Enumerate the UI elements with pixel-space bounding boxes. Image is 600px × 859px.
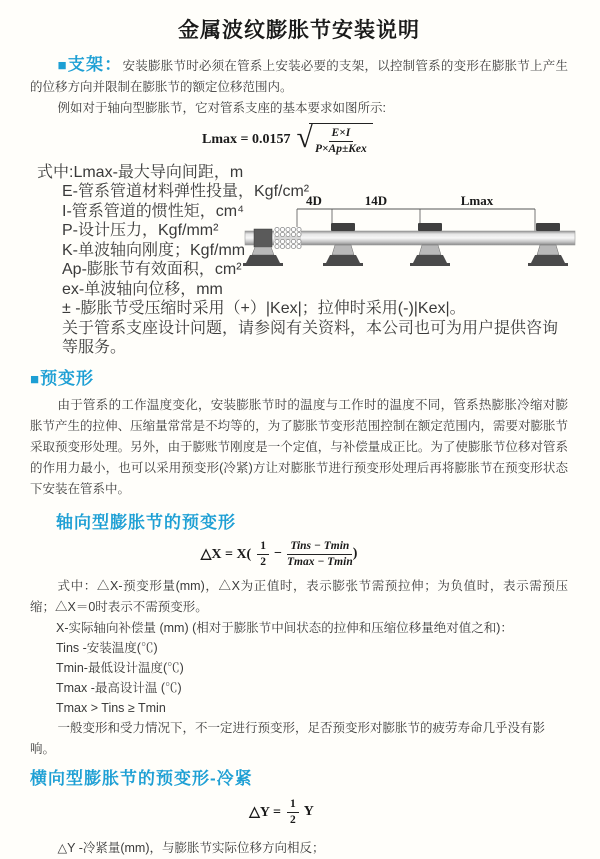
axial-def-line: Tins -安装温度(℃) — [56, 640, 158, 655]
axial-def-line: Tmax -最高设计温 (℃) — [56, 680, 182, 695]
formula-delta-y — [30, 797, 538, 828]
formula-lmax-denominator: P×Ap±Kex — [314, 142, 367, 155]
formula-delta-x — [30, 539, 528, 570]
diagram-label-lmax: Lmax — [460, 193, 494, 208]
lateral-note-text: △Y -冷紧量(mm)，与膨胀节实际位移方向相反； — [57, 840, 325, 855]
temp-denominator: Tmax − Tmin — [286, 555, 353, 568]
def-line: Ap-膨胀节有效面积，cm² — [62, 261, 242, 279]
axial-def-line: Tmin-最低设计温度(℃) — [56, 660, 184, 675]
def-line: I-管系管道的惯性矩，cm⁴ — [62, 202, 244, 220]
axial-def-line: X-实际轴向补偿量 (mm) (相对于膨胀节中间状态的拉伸和压缩位移量绝对值之和)： — [56, 620, 513, 635]
axial-def-line: Tmax > Tins ≥ Tmin — [56, 700, 166, 715]
sqrt-radical-icon: √ — [296, 121, 313, 154]
support-requirements-diagram — [243, 193, 597, 288]
section-bullet-icon: ■ — [57, 57, 67, 74]
section-bullet-icon: ■ — [30, 370, 40, 388]
def-line: E-管系管道材料弹性投量，Kgf/cm² — [62, 183, 310, 201]
half-denominator: 2 — [260, 555, 266, 568]
predeform-section-heading: 预变形 — [40, 368, 95, 388]
sqrt-expression — [296, 123, 372, 157]
formula-delta-y-lhs: △Y = — [249, 804, 281, 820]
fraction-temperature — [287, 539, 353, 570]
half-numerator: 1 — [287, 797, 299, 813]
page-title: 金属波纹膨胀节安装说明 — [178, 19, 420, 42]
formula-lmax-numerator: E×I — [329, 126, 354, 142]
fraction-one-half — [287, 797, 299, 828]
formula-delta-y-rhs: Y — [303, 804, 314, 820]
fraction-one-half — [257, 539, 269, 570]
formula-delta-x-lhs: △X = X( — [200, 546, 252, 562]
def-line: K-单波轴向刚度；Kgf/mm — [62, 241, 246, 259]
diagram-label-14d: 14D — [364, 193, 388, 208]
def-line: 式中:Lmax-最大导向间距，m — [37, 163, 244, 181]
plus-minus-note: ± -膨胀节受压缩时采用（+）|Kex|；拉伸时采用(-)|Kex|。 — [62, 300, 466, 318]
support-section-heading: 支架： — [67, 55, 123, 74]
predeform-body-text: 由于管系的工作温度变化，安装膨胀节时的温度与工作时的温度不同，管系热膨胀冷缩对膨胀节产生的拉伸、压缩量常常是不均等的，为了膨胀节变形范围控制在额定范围内，需要对膨胀节采取预变形处理。另外，由于膨账节刚度是一个定值，与补偿量成正比。为了使膨胀节位移对管系的作用力最小，也可以采用预变形(冷紧)方让对膨胀节进行预变形处理后再将膨胀节在预变形状态下安装在管系中。 — [30, 397, 568, 496]
predeform-heading-row — [30, 368, 568, 391]
close-paren: ) — [352, 546, 358, 562]
def-line: P-设计压力，Kgf/mm² — [62, 222, 219, 240]
half-denominator: 2 — [289, 813, 296, 826]
axial-where-text: 式中：△X-预变形量(mm)，△X为正值时，表示膨张节需预拉伸；为负值时，表示需预压缩；△X＝0时表示不需预变形。 — [30, 578, 568, 614]
support-example-text: 例如对于轴向型膨胀节，它对管系支座的基本要求如图所示: — [57, 101, 386, 115]
bellows-expansion-joint — [274, 227, 301, 249]
half-numerator: 1 — [257, 539, 269, 555]
minus-sign: − — [273, 546, 282, 562]
support-intro-text: 安装膨胀节时必须在管系上安装必要的支架，以控制管系的变形在膨胀节上产生的位移方向并限制在膨胀节的额定位移范围内。 — [30, 59, 568, 94]
axial-subheading: 轴向型膨胀节的预变形 — [56, 512, 236, 532]
support-section-paragraph — [30, 54, 568, 98]
service-note: 关于管系支座设计问题，请参阅有关资料，本公司也可为用户提供咨询等服务。 — [62, 319, 559, 357]
formula-lmax — [202, 123, 568, 157]
axial-definitions — [30, 618, 568, 718]
def-line: ex-单波轴向位移，mm — [62, 280, 223, 298]
temp-numerator: Tins − Tmin — [287, 539, 352, 555]
lateral-subheading: 横向型膨胀节的预变形-冷紧 — [30, 768, 253, 788]
axial-note-text: 一般变形和受力情况下，不一定进行预变形，足否预变形对膨胀节的疲劳寿命几乎没有影响。 — [30, 720, 546, 756]
diagram-label-4d: 4D — [306, 193, 322, 208]
formula-lmax-lhs: Lmax = 0.0157 — [202, 131, 291, 147]
